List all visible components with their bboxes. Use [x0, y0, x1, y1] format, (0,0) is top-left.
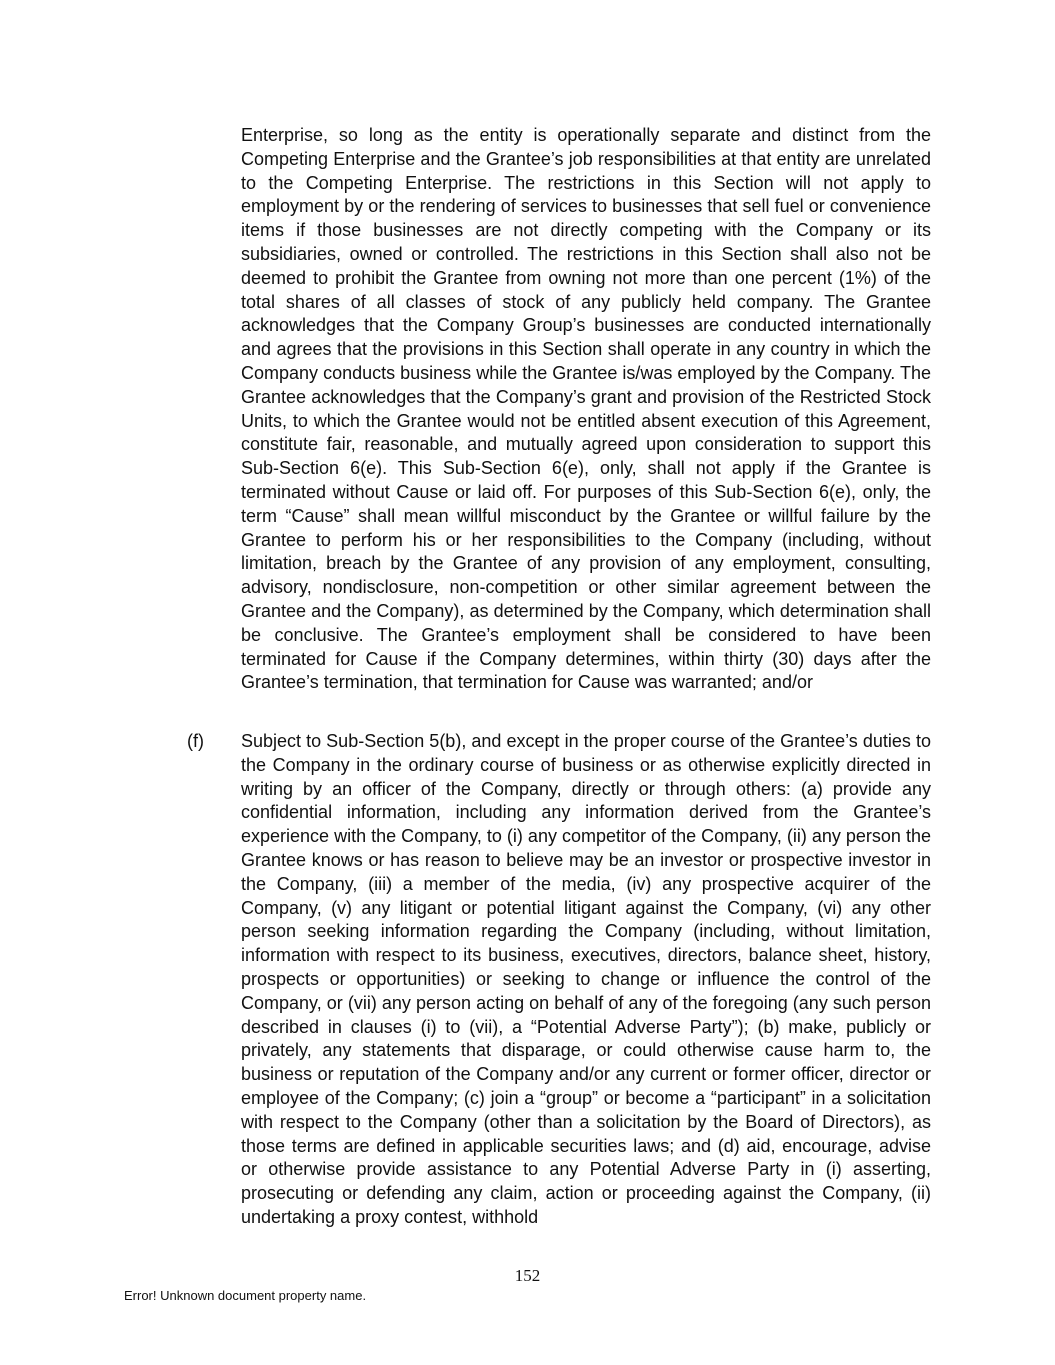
page-number: 152 — [514, 1266, 541, 1285]
list-item-text: Subject to Sub-Section 5(b), and except in the proper course of the Grantee’s duties to the Company in the ordinary course of business or as otherwise explicitly directed in writing by an officer of the Company, directly or through others: (a) provide any confidential information, including any information derived from the Grantee’s experience with the Company, to (i) any competitor of the Company, (ii) any person the Grantee knows or has reason to believe may be an investor or prospective investor in the Company, (iii) a member of the media, (iv) any prospective acquirer of the Company, (v) any litigant or potential litigant against the Company, (vi) any other person seeking information regarding the Company (including, without limitation, information with respect to its business, executives, directors, balance sheet, history, prospects or opportunities) or seeking to change or influence the control of the Company, or (vii) any person acting on behalf of any of the foregoing (any such person described in clauses (i) to (vii), a “Potential Adverse Party”); (b) make, publicly or privately, any statements that disparage, or could otherwise cause harm to, the business or reputation of the Company and/or any current or former officer, director or employee of the Company; (c) join a “group” or become a “participant” in a solicitation with respect to the Company (other than a solicitation by the Board of Directors), as those terms are defined in applicable securities laws; and (d) aid, encourage, advise or otherwise provide assistance to any Potential Adverse Party in (i) asserting, prosecuting or defending any claim, action or proceeding against the Company, (ii) undertaking a proxy contest, withhold — [241, 731, 931, 1227]
footer-note: Error! Unknown document property name. — [124, 1288, 367, 1303]
list-item-label: (f) — [187, 731, 204, 751]
continued-paragraph: Enterprise, so long as the entity is operationally separate and distinct from the Competing Enterprise and the Grantee’s job responsibilities at that entity are unrelated to the Competing Enterprise. The restrictions in this Section will not apply to employment by or the rendering of services to businesses that sell fuel or convenience items if those businesses are not directly competing with the Company or its subsidiaries, owned or controlled. The restrictions in this Section shall also not be deemed to prohibit the Grantee from owning not more than one percent (1%) of the total shares of all classes of stock of any publicly held company. The Grantee acknowledges that the Company Group’s businesses are conducted internationally and agrees that the provisions in this Section shall operate in any country in which the Company conducts business while the Grantee is/was employed by the Company. The Grantee acknowledges that the Company’s grant and provision of the Restricted Stock Units, to which the Grantee would not be entitled absent execution of this Agreement, constitute fair, reasonable, and mutually agreed upon consideration to support this Sub-Section 6(e). This Sub-Section 6(e), only, shall not apply if the Grantee is terminated without Cause or laid off. For purposes of this Sub-Section 6(e), only, the term “Cause” shall mean willful misconduct by the Grantee or willful failure by the Grantee to perform his or her responsibilities to the Company (including, without limitation, breach by the Grantee of any provision of any employment, consulting, advisory, nondisclosure, non-competition or other similar agreement between the Grantee and the Company), as determined by the Company, which determination shall be conclusive. The Grantee’s employment shall be considered to have been terminated for Cause if the Company determines, within thirty (30) days after the Grantee’s termination, that termination for Cause was warranted; and/or — [241, 125, 931, 693]
